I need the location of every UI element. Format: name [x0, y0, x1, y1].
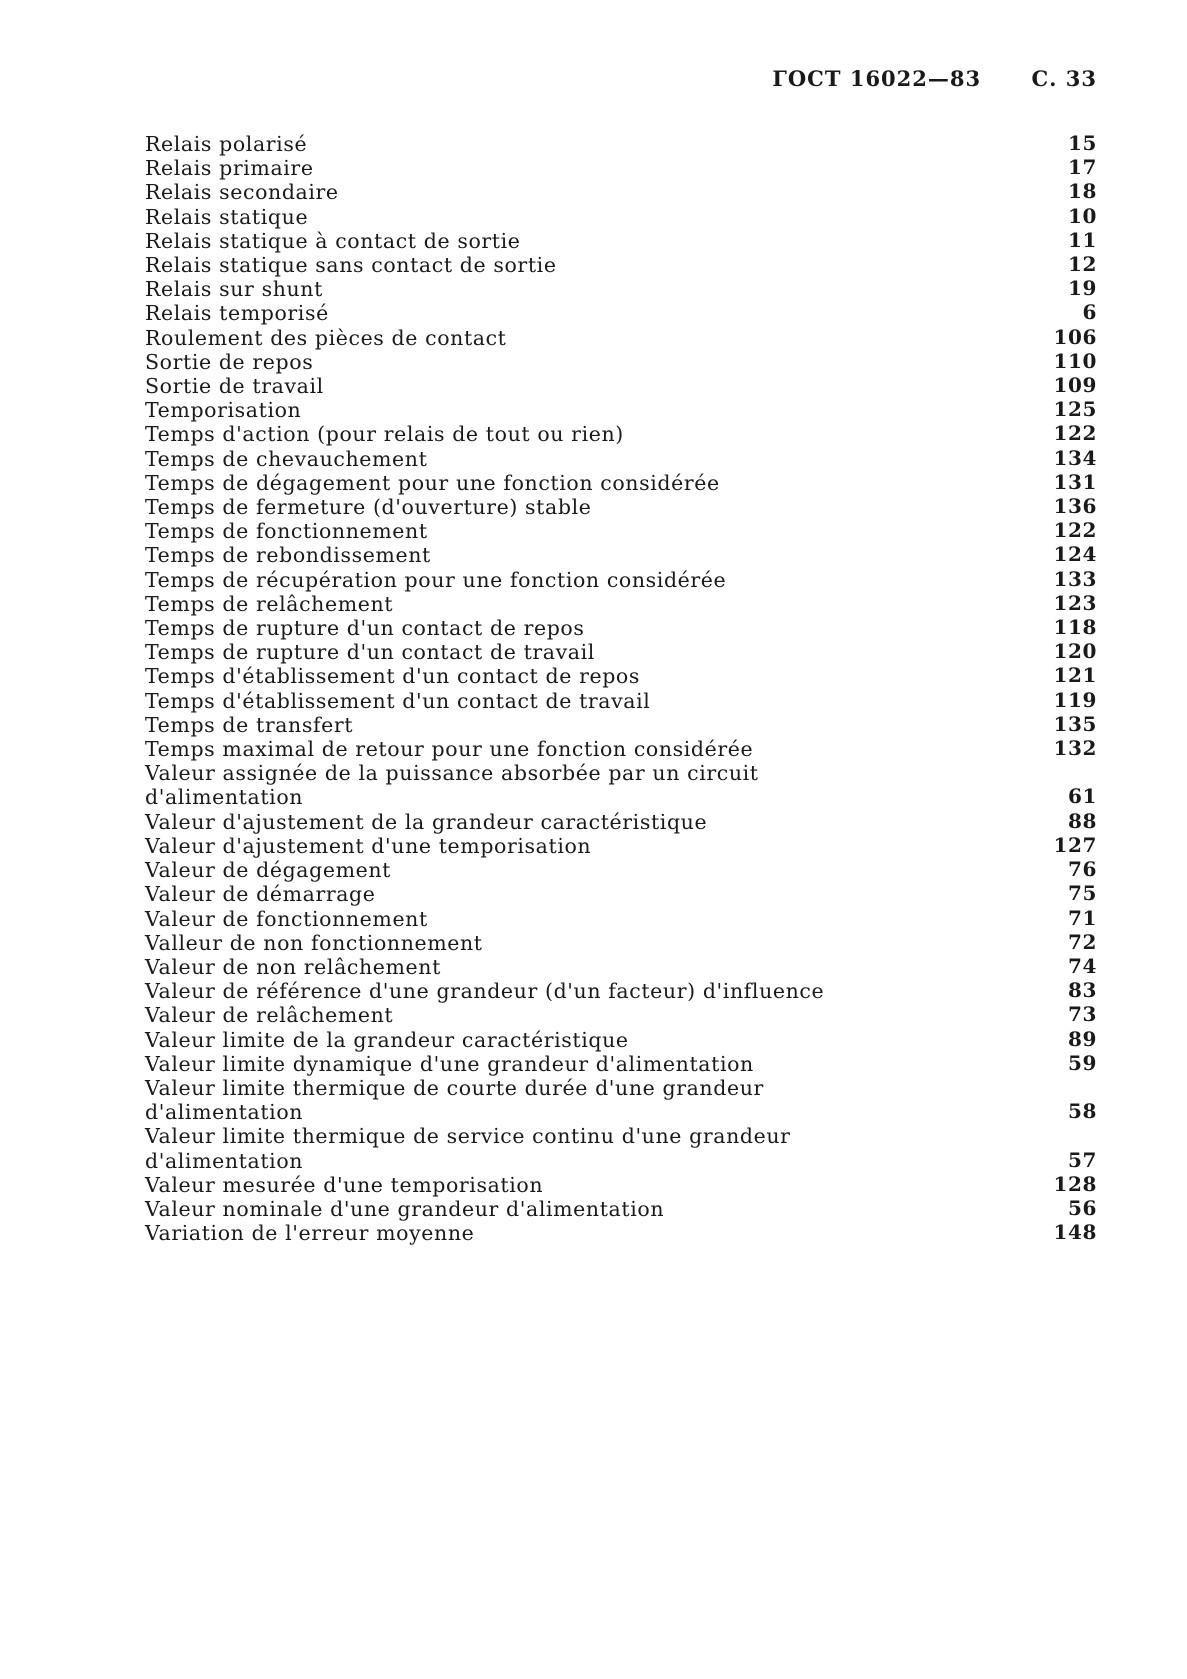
- index-entry: [145, 1028, 1097, 1052]
- index-term: Temps de rebondissement: [145, 543, 431, 568]
- index-entry: [145, 543, 1097, 567]
- index-term: Valeur de fonctionnement: [145, 906, 428, 931]
- index-reference-number: 110: [1053, 348, 1097, 373]
- index-reference-number: 76: [1067, 857, 1097, 882]
- index-term: Valeur assignée de la puissance absorbée par un circuit d'alimentation: [145, 761, 759, 810]
- index-reference-number: 134: [1053, 445, 1097, 470]
- index-entry: [145, 1052, 1097, 1076]
- index-term: Valeur d'ajustement de la grandeur caractéristique: [145, 809, 708, 834]
- index-entry: [145, 180, 1097, 204]
- index-entry: [145, 979, 1097, 1003]
- index-entry: [145, 616, 1097, 640]
- index-reference-number: 125: [1053, 397, 1097, 422]
- index-reference-number: 135: [1053, 711, 1097, 736]
- index-term: Valeur de démarrage: [145, 882, 376, 907]
- index-reference-number: 120: [1053, 639, 1097, 664]
- index-term: Valeur limite thermique de service continu d'une grandeur d'alimentation: [145, 1124, 791, 1173]
- index-term: Temps d'action (pour relais de tout ou rien): [145, 422, 624, 447]
- index-term: Temps de fonctionnement: [145, 519, 428, 544]
- index-term: Temps de fermeture (d'ouverture) stable: [145, 495, 592, 520]
- index-reference-number: 106: [1053, 324, 1097, 349]
- index-entry: [145, 1197, 1097, 1221]
- page-header: [772, 66, 1097, 91]
- index-entry: [145, 350, 1097, 374]
- index-reference-number: 132: [1053, 736, 1097, 761]
- index-term: Temps d'établissement d'un contact de repos: [145, 664, 640, 689]
- index-entry: [145, 253, 1097, 277]
- index-reference-number: 136: [1053, 494, 1097, 519]
- term-index-list: [145, 132, 1097, 1245]
- index-term: Temps maximal de retour pour une fonction considérée: [145, 737, 754, 762]
- index-term: Sortie de travail: [145, 374, 324, 399]
- index-reference-number: 73: [1067, 1002, 1097, 1027]
- index-term: Temps de chevauchement: [145, 446, 428, 471]
- index-entry: [145, 858, 1097, 882]
- index-reference-number: 19: [1067, 276, 1097, 301]
- index-entry: [145, 374, 1097, 398]
- index-term: Valeur de dégagement: [145, 858, 391, 883]
- index-term: Relais temporisé: [145, 301, 329, 326]
- index-reference-number: 122: [1053, 518, 1097, 543]
- index-term: Valeur de relâchement: [145, 1003, 394, 1028]
- index-term: Valleur de non fonctionnement: [145, 930, 483, 955]
- index-reference-number: 15: [1067, 131, 1097, 155]
- index-entry: [145, 205, 1097, 229]
- index-reference-number: 88: [1067, 808, 1097, 833]
- index-term: Relais statique: [145, 204, 309, 229]
- index-entry: [145, 326, 1097, 350]
- index-reference-number: 74: [1067, 953, 1097, 978]
- index-term: Temps de rupture d'un contact de travail: [145, 640, 595, 665]
- index-term: Relais primaire: [145, 156, 314, 181]
- index-term: Variation de l'erreur moyenne: [145, 1221, 475, 1246]
- index-term: Temps de transfert: [145, 712, 354, 737]
- index-reference-number: 72: [1067, 929, 1097, 954]
- index-term: Valeur d'ajustement d'une temporisation: [145, 833, 592, 858]
- index-term: Relais secondaire: [145, 180, 339, 205]
- index-term: Valeur limite de la grandeur caractéristique: [145, 1027, 629, 1052]
- index-entry: [145, 689, 1097, 713]
- index-reference-number: 12: [1067, 252, 1097, 277]
- index-entry: [145, 834, 1097, 858]
- index-reference-number: 121: [1053, 663, 1097, 688]
- index-entry: [145, 301, 1097, 325]
- index-entry: [145, 568, 1097, 592]
- index-reference-number: 61: [1067, 784, 1097, 809]
- index-entry: [145, 1076, 1097, 1124]
- index-reference-number: 17: [1067, 155, 1097, 180]
- standard-number: ГОСТ 16022—83: [772, 66, 982, 91]
- index-entry: [145, 1221, 1097, 1245]
- index-entry: [145, 640, 1097, 664]
- index-entry: [145, 422, 1097, 446]
- index-reference-number: 123: [1053, 590, 1097, 615]
- index-entry: [145, 761, 1097, 809]
- index-reference-number: 128: [1053, 1171, 1097, 1196]
- index-reference-number: 131: [1053, 469, 1097, 494]
- index-entry: [145, 1124, 1097, 1172]
- index-entry: [145, 1003, 1097, 1027]
- index-term: Valeur nominale d'une grandeur d'alimentation: [145, 1196, 665, 1221]
- index-entry: [145, 471, 1097, 495]
- index-reference-number: 148: [1053, 1220, 1097, 1245]
- index-entry: [145, 931, 1097, 955]
- index-reference-number: 71: [1067, 905, 1097, 930]
- index-term: Roulement des pièces de contact: [145, 325, 507, 350]
- index-term: Relais sur shunt: [145, 277, 323, 302]
- index-entry: [145, 882, 1097, 906]
- index-term: Temps de récupération pour une fonction considérée: [145, 567, 727, 592]
- index-entry: [145, 810, 1097, 834]
- index-entry: [145, 495, 1097, 519]
- index-entry: [145, 1173, 1097, 1197]
- index-reference-number: 118: [1053, 615, 1097, 640]
- index-entry: [145, 229, 1097, 253]
- index-term: Relais statique à contact de sortie: [145, 228, 521, 253]
- index-term: Temps de dégagement pour une fonction considérée: [145, 470, 720, 495]
- index-reference-number: 57: [1067, 1147, 1097, 1172]
- page-number: С. 33: [1031, 66, 1097, 91]
- index-term: Valeur limite dynamique d'une grandeur d'alimentation: [145, 1051, 754, 1076]
- index-reference-number: 127: [1053, 832, 1097, 857]
- index-entry: [145, 907, 1097, 931]
- index-term: Sortie de repos: [145, 349, 314, 374]
- index-reference-number: 89: [1067, 1026, 1097, 1051]
- index-reference-number: 10: [1067, 203, 1097, 228]
- index-reference-number: 18: [1067, 179, 1097, 204]
- index-entry: [145, 955, 1097, 979]
- index-term: Valeur mesurée d'une temporisation: [145, 1172, 544, 1197]
- index-reference-number: 124: [1053, 542, 1097, 567]
- index-entry: [145, 447, 1097, 471]
- index-term: Temps d'établissement d'un contact de travail: [145, 688, 651, 713]
- index-reference-number: 122: [1053, 421, 1097, 446]
- index-reference-number: 59: [1067, 1050, 1097, 1075]
- index-reference-number: 133: [1053, 566, 1097, 591]
- index-term: Valeur de référence d'une grandeur (d'un facteur) d'influence: [145, 979, 825, 1004]
- index-entry: [145, 713, 1097, 737]
- index-entry: [145, 519, 1097, 543]
- index-term: Relais statique sans contact de sortie: [145, 253, 557, 278]
- index-term: Relais polarisé: [145, 132, 308, 156]
- index-reference-number: 6: [1082, 300, 1097, 325]
- index-term: Valeur limite thermique de courte durée d'une grandeur d'alimentation: [145, 1075, 764, 1125]
- index-entry: [145, 156, 1097, 180]
- index-entry: [145, 398, 1097, 422]
- index-term: Temps de relâchement: [145, 591, 394, 616]
- index-entry: [145, 737, 1097, 761]
- index-entry: [145, 592, 1097, 616]
- index-reference-number: 109: [1053, 373, 1097, 398]
- index-term: Valeur de non relâchement: [145, 954, 441, 979]
- index-term: Temporisation: [145, 398, 302, 423]
- index-reference-number: 11: [1067, 227, 1097, 252]
- index-reference-number: 56: [1067, 1195, 1097, 1220]
- index-reference-number: 119: [1053, 687, 1097, 712]
- index-reference-number: 75: [1067, 881, 1097, 906]
- index-reference-number: 83: [1067, 978, 1097, 1003]
- index-entry: [145, 664, 1097, 688]
- index-entry: [145, 132, 1097, 156]
- index-reference-number: 58: [1067, 1099, 1097, 1124]
- index-entry: [145, 277, 1097, 301]
- index-term: Temps de rupture d'un contact de repos: [145, 616, 585, 641]
